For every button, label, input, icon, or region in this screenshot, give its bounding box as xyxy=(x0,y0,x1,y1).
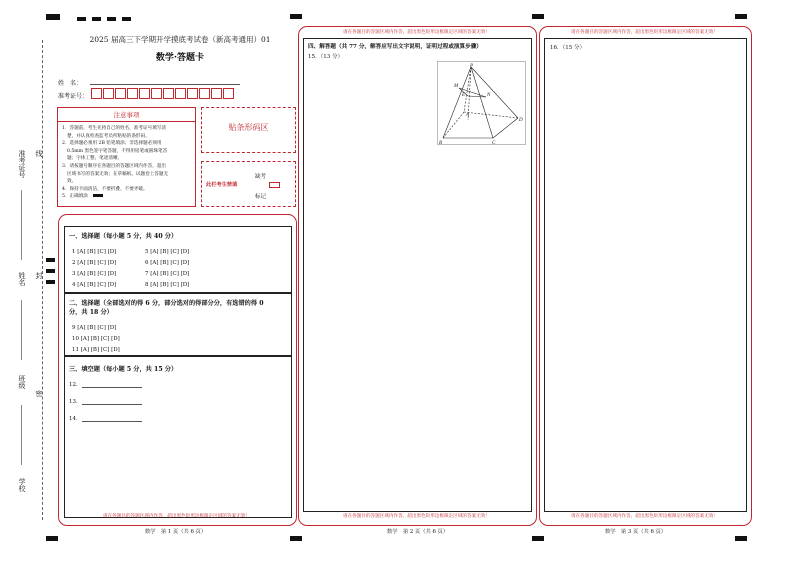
answer-sheet-title: 数学·答题卡 xyxy=(155,53,205,63)
name-field[interactable] xyxy=(90,84,240,85)
absence-area xyxy=(201,161,296,207)
student-id-label: 准考证号： xyxy=(58,93,89,100)
registration-mark xyxy=(532,536,544,541)
id-cell[interactable] xyxy=(91,88,102,99)
warning-footer-3: 请在各题目的答题区域内作答，超出黑色矩形边框限定区域的答案无效！ xyxy=(570,514,718,519)
blank-label: 13． xyxy=(69,399,82,405)
figure-label-e: E xyxy=(462,93,466,98)
notice-line: 4．保持卡面清洁，不要折叠、不要弄破。 xyxy=(62,186,148,192)
binding-label-secret: 密 xyxy=(35,390,43,397)
choice-row[interactable]: 10 [A] [B] [C] [D] xyxy=(72,336,120,342)
section1-title: 一、选择题（每小题 5 分，共 40 分） xyxy=(69,233,178,240)
blank-answer-line[interactable] xyxy=(82,421,142,422)
registration-mark xyxy=(735,536,747,541)
id-cell[interactable] xyxy=(175,88,186,99)
choice-row[interactable]: 8 [A] [B] [C] [D] xyxy=(145,282,190,288)
registration-mark xyxy=(92,17,101,21)
notice-line: 效。 xyxy=(67,179,77,185)
notice-line: 1．答题前，考生先将自己的姓名，准考证号填写清 xyxy=(62,126,166,131)
exam-title: 2025 届高三下学期开学摸底考试卷（新高考通用）01 xyxy=(89,35,271,44)
registration-mark xyxy=(290,14,302,19)
page-footer-3: 数学 第 3 页（共 6 页） xyxy=(605,529,667,535)
choice-row[interactable]: 4 [A] [B] [C] [D] xyxy=(72,282,117,288)
registration-mark xyxy=(46,258,55,262)
barcode-label: 贴条形码区 xyxy=(228,123,269,132)
figure-label-d: D xyxy=(519,118,523,123)
blank-answer-line[interactable] xyxy=(82,404,142,405)
absence-bottom-label: 标记 xyxy=(255,194,267,200)
section2-title-line2: 分，共 18 分） xyxy=(69,309,113,316)
binding-label-id: 准考证号 xyxy=(18,150,26,178)
notices-box xyxy=(57,107,196,207)
registration-mark xyxy=(46,280,55,284)
id-cell[interactable] xyxy=(127,88,138,99)
section3-title: 三、填空题（每小题 5 分，共 15 分） xyxy=(69,366,178,373)
binding-label-name: 姓名 xyxy=(18,272,26,286)
figure-label-n: N xyxy=(487,93,491,98)
pyramid-diagram xyxy=(438,62,525,144)
binding-fill-line xyxy=(21,300,22,360)
registration-mark xyxy=(46,269,55,273)
choice-row[interactable]: 9 [A] [B] [C] [D] xyxy=(72,325,117,331)
question-16-label: 16．（15 分） xyxy=(550,45,585,51)
registration-mark xyxy=(122,17,131,21)
choice-row[interactable]: 11 [A] [B] [C] [D] xyxy=(72,347,120,353)
id-cell[interactable] xyxy=(163,88,174,99)
page-footer-2: 数学 第 2 页（共 6 页） xyxy=(387,529,449,535)
id-cell[interactable] xyxy=(115,88,126,99)
notices-title: 注意事项 xyxy=(58,110,195,122)
id-cell[interactable] xyxy=(103,88,114,99)
registration-mark xyxy=(735,14,747,19)
choice-row[interactable]: 3 [A] [B] [C] [D] xyxy=(72,271,117,277)
notice-line: 题；字体工整、笔迹清晰。 xyxy=(67,156,123,162)
notice-line: 3．请按题号顺序在各题目的答题区域内作答，超出 xyxy=(62,163,166,169)
binding-label-line: 线 xyxy=(35,150,43,157)
absence-top-label: 缺考 xyxy=(255,174,267,180)
binding-fill-line xyxy=(21,405,22,465)
choice-row[interactable]: 2 [A] [B] [C] [D] xyxy=(72,260,117,266)
id-cell[interactable] xyxy=(151,88,162,99)
id-cell[interactable] xyxy=(199,88,210,99)
registration-mark xyxy=(77,17,86,21)
figure-label-m: M xyxy=(454,84,459,89)
figure-label-p: P xyxy=(470,64,474,69)
warning-header-2: 请在各题目的答题区域内作答，超出黑色矩形边框限定区域的答案无效！ xyxy=(342,30,490,35)
id-cell[interactable] xyxy=(211,88,222,99)
notice-line: 2．选择题必须用 2B 铅笔填涂；非选择题必须用 xyxy=(62,141,162,147)
figure-label-c: C xyxy=(492,141,496,144)
page-footer-1: 数学 第 1 页（共 6 页） xyxy=(145,529,207,535)
binding-label-school: 学校 xyxy=(18,478,26,492)
notice-line: 5．正确填涂 xyxy=(62,194,88,200)
notice-line: 0.5mm 黑色签字笔答题，不得用铅笔或圆珠笔答 xyxy=(67,148,168,154)
fill-blank-section-box xyxy=(64,356,292,518)
choice-row[interactable]: 1 [A] [B] [C] [D] xyxy=(72,249,117,255)
registration-mark xyxy=(532,14,544,19)
blank-label: 12． xyxy=(69,382,82,388)
pyramid-figure xyxy=(437,61,526,145)
name-label: 姓 名： xyxy=(58,80,83,87)
question-15-label: 15．（13 分） xyxy=(308,54,343,60)
warning-footer-2: 请在各题目的答题区域内作答，超出黑色矩形边框限定区域的答案无效！ xyxy=(342,514,490,519)
binding-line xyxy=(42,40,43,520)
choice-row[interactable]: 7 [A] [B] [C] [D] xyxy=(145,271,190,277)
choice-row[interactable]: 6 [A] [B] [C] [D] xyxy=(145,260,190,266)
binding-label-class: 班级 xyxy=(18,375,26,389)
student-id-boxes[interactable] xyxy=(91,88,235,99)
section2-title-line1: 二、选择题（全部选对的得 6 分，部分选对的得部分分，有选错的得 0 xyxy=(69,300,264,307)
barcode-area xyxy=(201,107,296,153)
figure-label-a: A xyxy=(466,113,470,118)
registration-mark xyxy=(46,14,60,20)
id-cell[interactable] xyxy=(223,88,234,99)
registration-mark xyxy=(46,536,58,541)
figure-label-b: B xyxy=(439,141,443,144)
id-cell[interactable] xyxy=(139,88,150,99)
warning-footer-1: 请在各题目的答题区域内作答，超出黑色矩形边框限定区域的答案无效！ xyxy=(102,514,250,519)
warning-header-3: 请在各题目的答题区域内作答，超出黑色矩形边框限定区域的答案无效！ xyxy=(570,30,718,35)
registration-mark xyxy=(290,536,302,541)
registration-mark xyxy=(107,17,116,21)
filled-sample-icon xyxy=(93,194,103,197)
binding-label-seal: 封 xyxy=(35,272,43,279)
absence-checkbox[interactable] xyxy=(269,182,280,188)
binding-fill-line xyxy=(21,190,22,260)
section4-title: 四、解答题（共 77 分，解答应写出文字说明，证明过程或演算步骤） xyxy=(308,44,482,50)
id-cell[interactable] xyxy=(187,88,198,99)
absence-note: 此栏考生禁填 xyxy=(206,182,238,188)
choice-row[interactable]: 5 [A] [B] [C] [D] xyxy=(145,249,190,255)
blank-label: 14． xyxy=(69,416,82,422)
notice-line: 楚，并认真检查监考员所粘贴的条形码。 xyxy=(67,133,150,139)
answer-box-3[interactable] xyxy=(544,38,747,512)
blank-answer-line[interactable] xyxy=(82,387,142,388)
notice-line: 区域书写的答案无效；在草稿纸、试题卷上答题无 xyxy=(67,171,169,177)
